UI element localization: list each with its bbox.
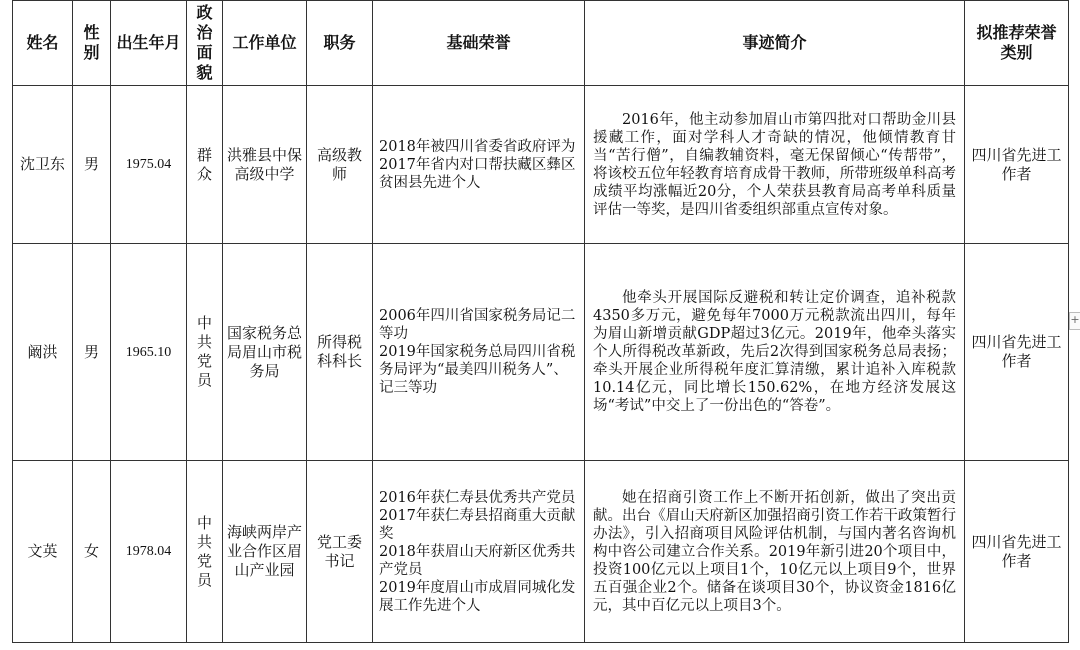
cell-position: 所得税科科长 <box>307 244 373 461</box>
header-honor: 基础荣誉 <box>373 1 585 86</box>
honor-line: 2019年度眉山市成眉同城化发展工作先进个人 <box>379 579 576 614</box>
header-intro: 事迹简介 <box>585 1 965 86</box>
cell-political: 中共党员 <box>187 461 223 643</box>
cell-honor <box>373 461 585 643</box>
cell-position: 党工委书记 <box>307 461 373 643</box>
cell-unit: 海峡两岸产业合作区眉山产业园 <box>223 461 307 643</box>
cell-gender: 男 <box>73 86 111 244</box>
header-political: 政治面貌 <box>187 1 223 86</box>
cell-award: 四川省先进工作者 <box>965 244 1069 461</box>
header-gender: 性别 <box>73 1 111 86</box>
honor-line: 2019年国家税务总局四川省税务局评为“最美四川税务人”、记三等功 <box>379 344 576 396</box>
cell-gender: 女 <box>73 461 111 643</box>
cell-intro: 他牵头开展国际反避税和转让定价调查，追补税款4350多万元，避免每年7000万元税款流出四川，每年为眉山新增贡献GDP超过3亿元。2019年，他牵头落实个人所得税改革新政，先后2次得到国家税务总局表扬；牵头开展企业所得税年度汇算清缴，累计追补入库税款10.14亿元，同比增长150.62%，在地方经济发展这场“考试”中交上了一份出色的“答卷”。 <box>585 244 965 461</box>
cell-name: 文英 <box>13 461 73 643</box>
cell-honor: 2018年被四川省委省政府评为2017年省内对口帮扶藏区彝区贫困县先进个人 <box>373 86 585 244</box>
honor-line: 2006年四川省国家税务局记二等功 <box>379 308 576 342</box>
cell-position: 高级教师 <box>307 86 373 244</box>
table-row <box>13 461 1069 643</box>
expand-icon[interactable]: + <box>1069 312 1080 330</box>
cell-unit: 国家税务总局眉山市税务局 <box>223 244 307 461</box>
cell-unit: 洪雅县中保高级中学 <box>223 86 307 244</box>
cell-intro: 她在招商引资工作上不断开拓创新，做出了突出贡献。出台《眉山天府新区加强招商引资工作若干政策暂行办法》，引入招商项目风险评估机制，与国内著名咨询机构中咨公司建立合作关系。2019年新引进20个项目中，投资100亿元以上项目1个，10亿元以上项目9个，世界五百强企业2个。储备在谈项目30个，协议资金1816亿元，其中百亿元以上项目3个。 <box>585 461 965 643</box>
header-birth: 出生年月 <box>111 1 187 86</box>
cell-political: 群众 <box>187 86 223 244</box>
cell-birth: 1965.10 <box>111 244 187 461</box>
cell-award: 四川省先进工作者 <box>965 461 1069 643</box>
cell-name: 沈卫东 <box>13 86 73 244</box>
award-recommendation-table <box>12 0 1069 643</box>
cell-name: 阚洪 <box>13 244 73 461</box>
cell-intro: 2016年，他主动参加眉山市第四批对口帮助金川县援藏工作，面对学科人才奇缺的情况，他倾情教育甘当“苦行僧”，自编教辅资料，毫无保留倾心“传帮带”，将该校五位年轻教育培育成骨干教师，所带班级单科高考成绩平均涨幅近20分，个人荣获县教育局高考单科质量评估一等奖，是四川省委组织部重点宣传对象。 <box>585 86 965 244</box>
honor-line: 2018年获眉山天府新区优秀共产党员 <box>379 543 576 578</box>
table-row <box>13 244 1069 461</box>
honor-line: 2016年获仁寿县优秀共产党员2017年获仁寿县招商重大贡献奖 <box>379 489 576 542</box>
cell-honor <box>373 244 585 461</box>
cell-birth: 1975.04 <box>111 86 187 244</box>
cell-political: 中共党员 <box>187 244 223 461</box>
table-header-row <box>13 1 1069 86</box>
cell-birth: 1978.04 <box>111 461 187 643</box>
header-name: 姓名 <box>13 1 73 86</box>
header-unit: 工作单位 <box>223 1 307 86</box>
cell-gender: 男 <box>73 244 111 461</box>
cell-award: 四川省先进工作者 <box>965 86 1069 244</box>
table-row <box>13 86 1069 244</box>
header-position: 职务 <box>307 1 373 86</box>
header-award: 拟推荐荣誉类别 <box>965 1 1069 86</box>
